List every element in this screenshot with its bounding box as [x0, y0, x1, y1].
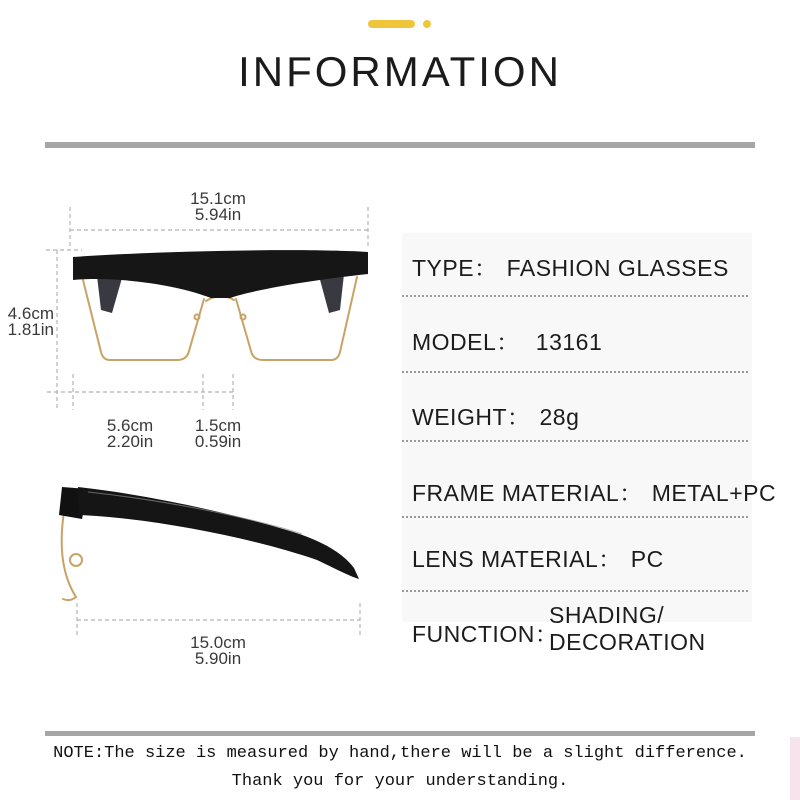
spec-label: FRAME MATERIAL：: [412, 480, 643, 506]
front-height-in: 1.81in: [7, 320, 54, 339]
spec-row-lens-material: [412, 541, 664, 574]
spec-value: 28g: [539, 404, 580, 430]
spec-row-frame-material: [412, 475, 776, 508]
accent-dot-icon: [423, 20, 431, 28]
front-width-cm: 15.1cm: [190, 189, 246, 208]
bottom-divider: [45, 731, 755, 736]
spec-separator: [402, 516, 748, 518]
spec-label: FUNCTION：: [412, 621, 559, 647]
spec-separator: [402, 371, 748, 373]
temple-length-label: [168, 635, 268, 667]
spec-row-weight: [412, 399, 579, 432]
spec-label: LENS MATERIAL：: [412, 546, 622, 572]
spec-value: FASHION GLASSES: [506, 255, 729, 281]
lens-width-label: [80, 418, 180, 450]
front-height-label: [0, 306, 54, 338]
spec-label: TYPE：: [412, 255, 498, 281]
spec-separator: [402, 440, 748, 442]
lens-width-cm: 5.6cm: [106, 416, 154, 435]
spec-row-function: [412, 616, 558, 649]
thank-you-text: Thank you for your understanding.: [231, 772, 569, 791]
front-width-in: 5.94in: [194, 205, 242, 224]
bridge-width-in: 0.59in: [194, 432, 242, 451]
bridge-width-label: [168, 418, 268, 450]
temple-length-in: 5.90in: [194, 649, 242, 668]
temple-length-cm: 15.0cm: [190, 633, 246, 652]
spec-label: WEIGHT：: [412, 404, 531, 430]
front-width-label: [168, 191, 268, 223]
glasses-front-image: [73, 250, 368, 360]
spec-value: 13161: [535, 329, 603, 355]
adjacent-image-edge: [790, 737, 800, 800]
spec-row-type: [412, 250, 729, 283]
lens-width-in: 2.20in: [106, 432, 154, 451]
bridge-width-cm: 1.5cm: [194, 416, 242, 435]
spec-value-function: [549, 602, 706, 656]
front-height-cm: 4.6cm: [7, 304, 54, 323]
function-value-line2: DECORATION: [549, 629, 706, 655]
spec-row-model: [412, 324, 602, 357]
spec-separator: [402, 590, 748, 592]
spec-value: METAL+PC: [651, 480, 777, 506]
glasses-diagram: [0, 0, 400, 700]
spec-value: PC: [630, 546, 664, 572]
spec-label: MODEL：: [412, 329, 520, 355]
page-title: INFORMATION: [238, 48, 562, 95]
note-text: NOTE:The size is measured by hand,there will be a slight difference.: [53, 744, 747, 763]
glasses-side-image: [59, 487, 359, 600]
spec-separator: [402, 295, 748, 297]
function-value-line1: SHADING/: [549, 602, 665, 628]
